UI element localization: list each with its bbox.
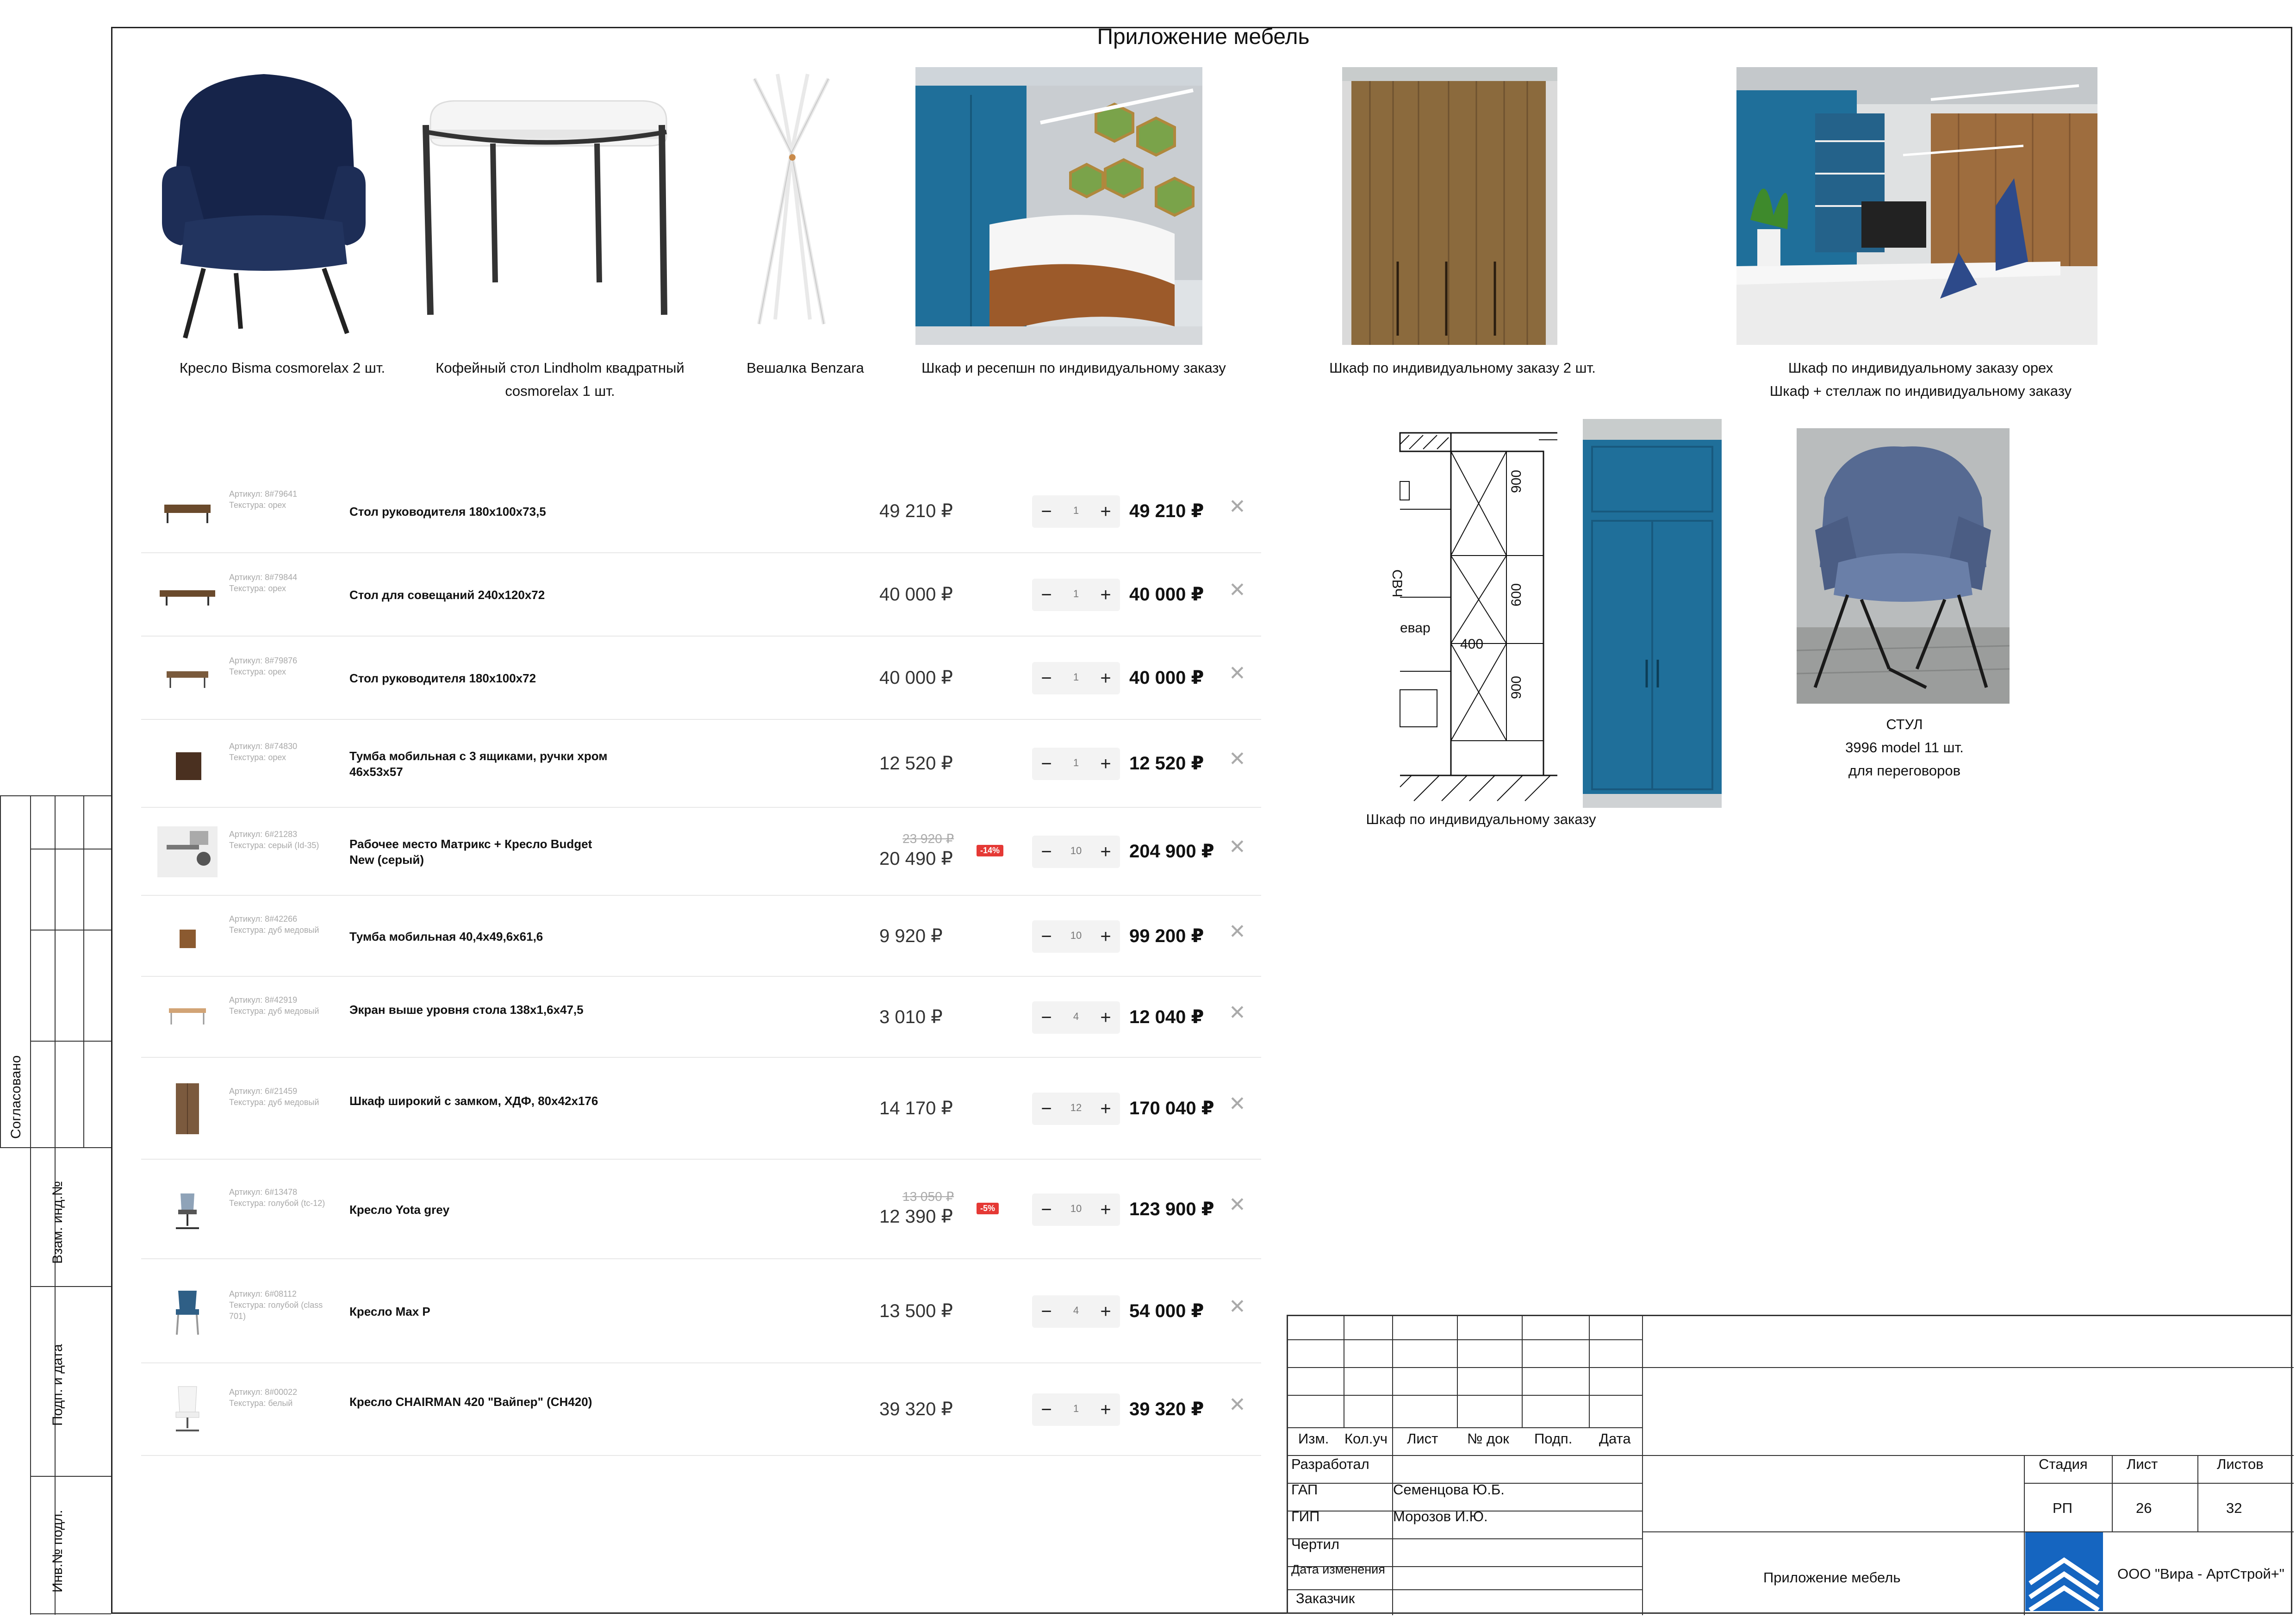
product-total: 40 000 ₽ [1129, 668, 1204, 688]
quantity-stepper [1032, 579, 1120, 611]
decrease-qty-button[interactable]: − [1041, 926, 1052, 947]
product-row [141, 553, 1261, 637]
product-texture: Текстура: голубой (tc-12) [229, 1198, 325, 1208]
product-row [141, 896, 1261, 977]
tb-gip-name: Морозов И.Ю. [1393, 1508, 1488, 1524]
product-thumbnail [157, 1286, 218, 1337]
quantity-stepper [1032, 920, 1120, 953]
increase-qty-button[interactable]: + [1100, 585, 1111, 605]
product-thumbnail [157, 738, 218, 789]
product-article: Артикул: 6#08112 [229, 1289, 297, 1299]
product-meta [229, 829, 336, 851]
office-cabinet-shelf-image [1736, 67, 2097, 345]
product-thumbnail [157, 1384, 218, 1435]
product-total: 204 900 ₽ [1129, 841, 1214, 862]
quantity-input[interactable]: 4 [1073, 1304, 1079, 1316]
product-meta [229, 1187, 336, 1209]
product-article: Артикул: 8#42266 [229, 914, 298, 924]
increase-qty-button[interactable]: + [1100, 1199, 1111, 1220]
product-thumbnail [157, 486, 218, 537]
product-texture: Текстура: дуб медовый [229, 1098, 319, 1107]
decrease-qty-button[interactable]: − [1041, 1199, 1052, 1220]
caption-reception: Шкаф и ресепшн по индивидуальному заказу [921, 360, 1226, 376]
product-texture: Текстура: голубой (class 701) [229, 1300, 323, 1321]
product-total: 99 200 ₽ [1129, 925, 1204, 946]
remove-item-icon[interactable]: ✕ [1229, 748, 1246, 770]
quantity-stepper [1032, 662, 1120, 694]
product-texture: Текстура: дуб медовый [229, 1006, 319, 1016]
product-texture: Текстура: орех [229, 667, 286, 676]
side-label-vzam: Взам. инд.№ [50, 1181, 65, 1264]
quantity-input[interactable]: 1 [1073, 505, 1079, 516]
decrease-qty-button[interactable]: − [1041, 1301, 1052, 1322]
caption-coffee-table: Кофейный стол Lindholm квадратный cosmorelax 1 шт. [436, 360, 684, 399]
product-texture: Текстура: орех [229, 500, 286, 510]
product-meta [229, 488, 336, 511]
product-meta [229, 655, 336, 677]
product-price: 14 170 ₽ [879, 1098, 953, 1118]
chair-3996-image [1797, 428, 2010, 704]
quantity-stepper [1032, 1295, 1120, 1328]
remove-item-icon[interactable]: ✕ [1229, 1001, 1246, 1024]
tb-sheet: 26 [2136, 1500, 2152, 1516]
product-total: 49 210 ₽ [1129, 501, 1204, 521]
tb-header-data: Дата [1599, 1430, 1631, 1447]
product-thumbnail [157, 653, 218, 704]
remove-item-icon[interactable]: ✕ [1229, 1193, 1246, 1216]
product-total: 54 000 ₽ [1129, 1300, 1204, 1321]
drawing-dim-900-top: 900 [1509, 469, 1524, 493]
quantity-input[interactable]: 1 [1073, 588, 1079, 600]
product-meta [229, 1086, 336, 1108]
company-logo-icon [2025, 1532, 2103, 1611]
remove-item-icon[interactable]: ✕ [1229, 1093, 1246, 1115]
product-name: Стол руководителя 180х100х73,5 [349, 505, 546, 518]
product-price: 40 000 ₽ [879, 584, 953, 605]
quantity-stepper [1032, 1093, 1120, 1125]
quantity-stepper [1032, 495, 1120, 528]
tb-doc-title: Приложение мебель [1763, 1569, 1901, 1586]
product-price: 39 320 ₽ [879, 1399, 953, 1419]
quantity-stepper [1032, 1193, 1120, 1226]
product-row [141, 470, 1261, 553]
tb-header-kolych: Кол.уч [1344, 1430, 1388, 1447]
coffee-table-image [417, 93, 676, 329]
product-thumbnail-graphic [157, 569, 218, 620]
product-price: 12 390 ₽ [879, 1206, 953, 1227]
quantity-input[interactable]: 1 [1073, 671, 1079, 683]
product-thumbnail-graphic [157, 1083, 218, 1134]
product-name: Шкаф широкий с замком, ХДФ, 80х42х176 [349, 1094, 598, 1108]
caption-chair-3996: СТУЛ 3996 model 11 шт. для переговоров [1845, 716, 1964, 779]
custom-cabinet-drawing [1389, 412, 1557, 806]
quantity-input[interactable]: 10 [1070, 929, 1082, 941]
product-article: Артикул: 8#79641 [229, 489, 298, 499]
increase-qty-button[interactable]: + [1100, 1099, 1111, 1119]
product-thumbnail-graphic [157, 992, 218, 1043]
increase-qty-button[interactable]: + [1100, 926, 1111, 947]
tb-sheet-label: Лист [2127, 1456, 2158, 1472]
product-total: 123 900 ₽ [1129, 1199, 1214, 1219]
product-thumbnail-graphic [157, 911, 218, 962]
tb-zakazchik: Заказчик [1296, 1590, 1355, 1606]
side-label-inv: Инв.№ подл. [50, 1510, 65, 1593]
drawing-label-kofevar: евар [1400, 620, 1431, 636]
product-price: 12 520 ₽ [879, 753, 953, 774]
tb-chertil: Чертил [1291, 1536, 1340, 1552]
product-row [141, 720, 1261, 808]
product-texture: Текстура: орех [229, 584, 286, 593]
product-total: 170 040 ₽ [1129, 1098, 1214, 1118]
product-thumbnail [157, 569, 218, 620]
product-meta [229, 741, 336, 763]
tb-gip: ГИП [1291, 1508, 1320, 1524]
product-name: Кресло CHAIRMAN 420 "Вайпер" (CH420) [349, 1395, 592, 1409]
remove-item-icon[interactable]: ✕ [1229, 579, 1246, 601]
product-thumbnail-graphic [157, 826, 218, 877]
product-thumbnail [157, 1184, 218, 1235]
quantity-input[interactable]: 10 [1070, 1202, 1082, 1214]
drawing-dim-900-bottom: 900 [1509, 675, 1524, 699]
product-price: 40 000 ₽ [879, 668, 953, 688]
tb-company: ООО "Вира - АртСтрой+" [2117, 1566, 2284, 1582]
wood-cabinet-image [1342, 67, 1557, 345]
remove-item-icon[interactable]: ✕ [1229, 920, 1246, 943]
product-total: 12 040 ₽ [1129, 1006, 1204, 1027]
product-total: 12 520 ₽ [1129, 753, 1204, 774]
decrease-qty-button[interactable]: − [1041, 585, 1052, 605]
product-name: Стол для совещаний 240х120х72 [349, 588, 545, 602]
product-name: Тумба мобильная с 3 ящиками, ручки хром 46х53х57 [349, 749, 608, 779]
tb-header-podp: Подп. [1534, 1430, 1573, 1447]
product-total: 40 000 ₽ [1129, 584, 1204, 605]
quantity-stepper [1032, 1393, 1120, 1426]
increase-qty-button[interactable]: + [1100, 754, 1111, 774]
discount-badge: -14% [977, 845, 1003, 856]
product-name: Стол руководителя 180х100х72 [349, 671, 536, 685]
quantity-input[interactable]: 4 [1073, 1010, 1079, 1022]
product-old-price: 23 920 ₽ [902, 831, 954, 846]
product-article: Артикул: 8#79844 [229, 573, 298, 582]
product-name: Тумба мобильная 40,4х49,6х61,6 [349, 929, 543, 943]
side-label-podp: Подп. и дата [50, 1344, 65, 1426]
product-row [141, 1259, 1261, 1363]
increase-qty-button[interactable]: + [1100, 668, 1111, 688]
product-texture: Текстура: белый [229, 1399, 293, 1408]
product-price: 49 210 ₽ [879, 501, 953, 521]
product-thumbnail-graphic [157, 738, 218, 789]
product-meta [229, 994, 336, 1017]
product-article: Артикул: 6#13478 [229, 1187, 298, 1197]
product-price: 13 500 ₽ [879, 1300, 953, 1321]
remove-item-icon[interactable]: ✕ [1229, 1393, 1246, 1416]
product-price: 20 490 ₽ [879, 849, 953, 869]
product-row [141, 1363, 1261, 1456]
reception-cabinet-image [915, 67, 1202, 345]
product-article: Артикул: 8#79876 [229, 656, 298, 665]
product-name: Рабочее место Матрикс + Кресло Budget New (серый) [349, 837, 592, 867]
decrease-qty-button[interactable]: − [1041, 668, 1052, 688]
product-thumbnail-graphic [157, 486, 218, 537]
product-article: Артикул: 6#21283 [229, 830, 298, 839]
product-row [141, 808, 1261, 896]
decrease-qty-button[interactable]: − [1041, 501, 1052, 522]
tb-razrabotal: Разработал [1291, 1456, 1369, 1472]
quantity-stepper [1032, 748, 1120, 780]
product-article: Артикул: 6#21459 [229, 1087, 298, 1096]
product-row [141, 637, 1261, 720]
product-thumbnail [157, 992, 218, 1043]
tb-sheets: 32 [2226, 1500, 2242, 1516]
increase-qty-button[interactable]: + [1100, 1399, 1111, 1420]
caption-office-cabinet: Шкаф по индивидуальному заказу орех Шкаф + стеллаж по индивидуальному заказу [1769, 360, 2072, 399]
increase-qty-button[interactable]: + [1100, 501, 1111, 522]
quantity-stepper [1032, 836, 1120, 868]
product-meta [229, 1387, 336, 1409]
drawing-dim-600: 600 [1509, 583, 1524, 606]
product-thumbnail-graphic [157, 1184, 218, 1235]
remove-item-icon[interactable]: ✕ [1229, 1295, 1246, 1318]
quantity-input[interactable]: 1 [1073, 757, 1079, 768]
tb-data-izm: Дата изменения [1291, 1562, 1385, 1576]
product-texture: Текстура: орех [229, 753, 286, 762]
product-thumbnail-graphic [157, 1384, 218, 1435]
product-thumbnail [157, 911, 218, 962]
caption-armchair: Кресло Bisma cosmorelax 2 шт. [179, 360, 386, 376]
tb-header-izm: Изм. [1298, 1430, 1329, 1447]
side-label-agreed: Согласовано [8, 1055, 24, 1139]
product-thumbnail-graphic [157, 1286, 218, 1337]
product-meta [229, 572, 336, 594]
product-name: Кресло Max P [349, 1304, 430, 1318]
caption-hanger: Вешалка Benzara [747, 360, 864, 376]
product-old-price: 13 050 ₽ [902, 1189, 954, 1204]
increase-qty-button[interactable]: + [1100, 842, 1111, 862]
remove-item-icon[interactable]: ✕ [1229, 836, 1246, 858]
armchair-bisma-image [153, 69, 375, 343]
decrease-qty-button[interactable]: − [1041, 1099, 1052, 1119]
drawing-label-svch: СВЧ [1389, 569, 1405, 598]
product-name: Экран выше уровня стола 138х1,6х47,5 [349, 1002, 584, 1017]
decrease-qty-button[interactable]: − [1041, 1007, 1052, 1028]
blue-cabinet-image [1583, 419, 1722, 808]
product-texture: Текстура: дуб медовый [229, 925, 319, 935]
tb-stage-label: Стадия [2039, 1456, 2088, 1472]
product-price: 9 920 ₽ [879, 925, 943, 946]
product-name: Кресло Yota grey [349, 1202, 450, 1217]
tb-gap-name: Семенцова Ю.Б. [1393, 1481, 1505, 1498]
product-article: Артикул: 8#00022 [229, 1387, 298, 1397]
product-row [141, 1058, 1261, 1160]
product-texture: Текстура: серый (Id-35) [229, 841, 319, 850]
tb-stage: РП [2053, 1500, 2072, 1516]
decrease-qty-button[interactable]: − [1041, 842, 1052, 862]
decrease-qty-button[interactable]: − [1041, 1399, 1052, 1420]
hanger-benzara-image [740, 69, 842, 329]
product-article: Артикул: 8#42919 [229, 995, 298, 1005]
drawing-dim-400: 400 [1460, 637, 1484, 652]
product-total: 39 320 ₽ [1129, 1399, 1204, 1419]
decrease-qty-button[interactable]: − [1041, 754, 1052, 774]
tb-gap: ГАП [1291, 1481, 1318, 1498]
discount-badge: -5% [977, 1203, 999, 1214]
increase-qty-button[interactable]: + [1100, 1007, 1111, 1028]
product-article: Артикул: 8#74830 [229, 742, 298, 751]
quantity-input[interactable]: 10 [1070, 845, 1082, 856]
product-meta [229, 1288, 336, 1322]
tb-header-list: Лист [1407, 1430, 1438, 1447]
caption-custom-cabinet: Шкаф по индивидуальному заказу [1366, 811, 1596, 827]
tb-header-ndok: № док [1467, 1430, 1509, 1447]
remove-item-icon[interactable]: ✕ [1229, 662, 1246, 685]
product-row [141, 1160, 1261, 1259]
product-price: 3 010 ₽ [879, 1006, 943, 1027]
product-thumbnail [157, 1083, 218, 1134]
product-row [141, 977, 1261, 1058]
tb-sheets-label: Листов [2217, 1456, 2264, 1472]
remove-item-icon[interactable]: ✕ [1229, 495, 1246, 518]
product-meta [229, 913, 336, 936]
quantity-input[interactable]: 1 [1073, 1403, 1079, 1414]
caption-wood-cabinet: Шкаф по индивидуальному заказу 2 шт. [1329, 360, 1596, 376]
product-thumbnail [157, 826, 218, 877]
quantity-stepper [1032, 1001, 1120, 1034]
quantity-input[interactable]: 12 [1070, 1102, 1082, 1113]
product-thumbnail-graphic [157, 653, 218, 704]
page-title: Приложение мебель [1097, 25, 1310, 49]
increase-qty-button[interactable]: + [1100, 1301, 1111, 1322]
